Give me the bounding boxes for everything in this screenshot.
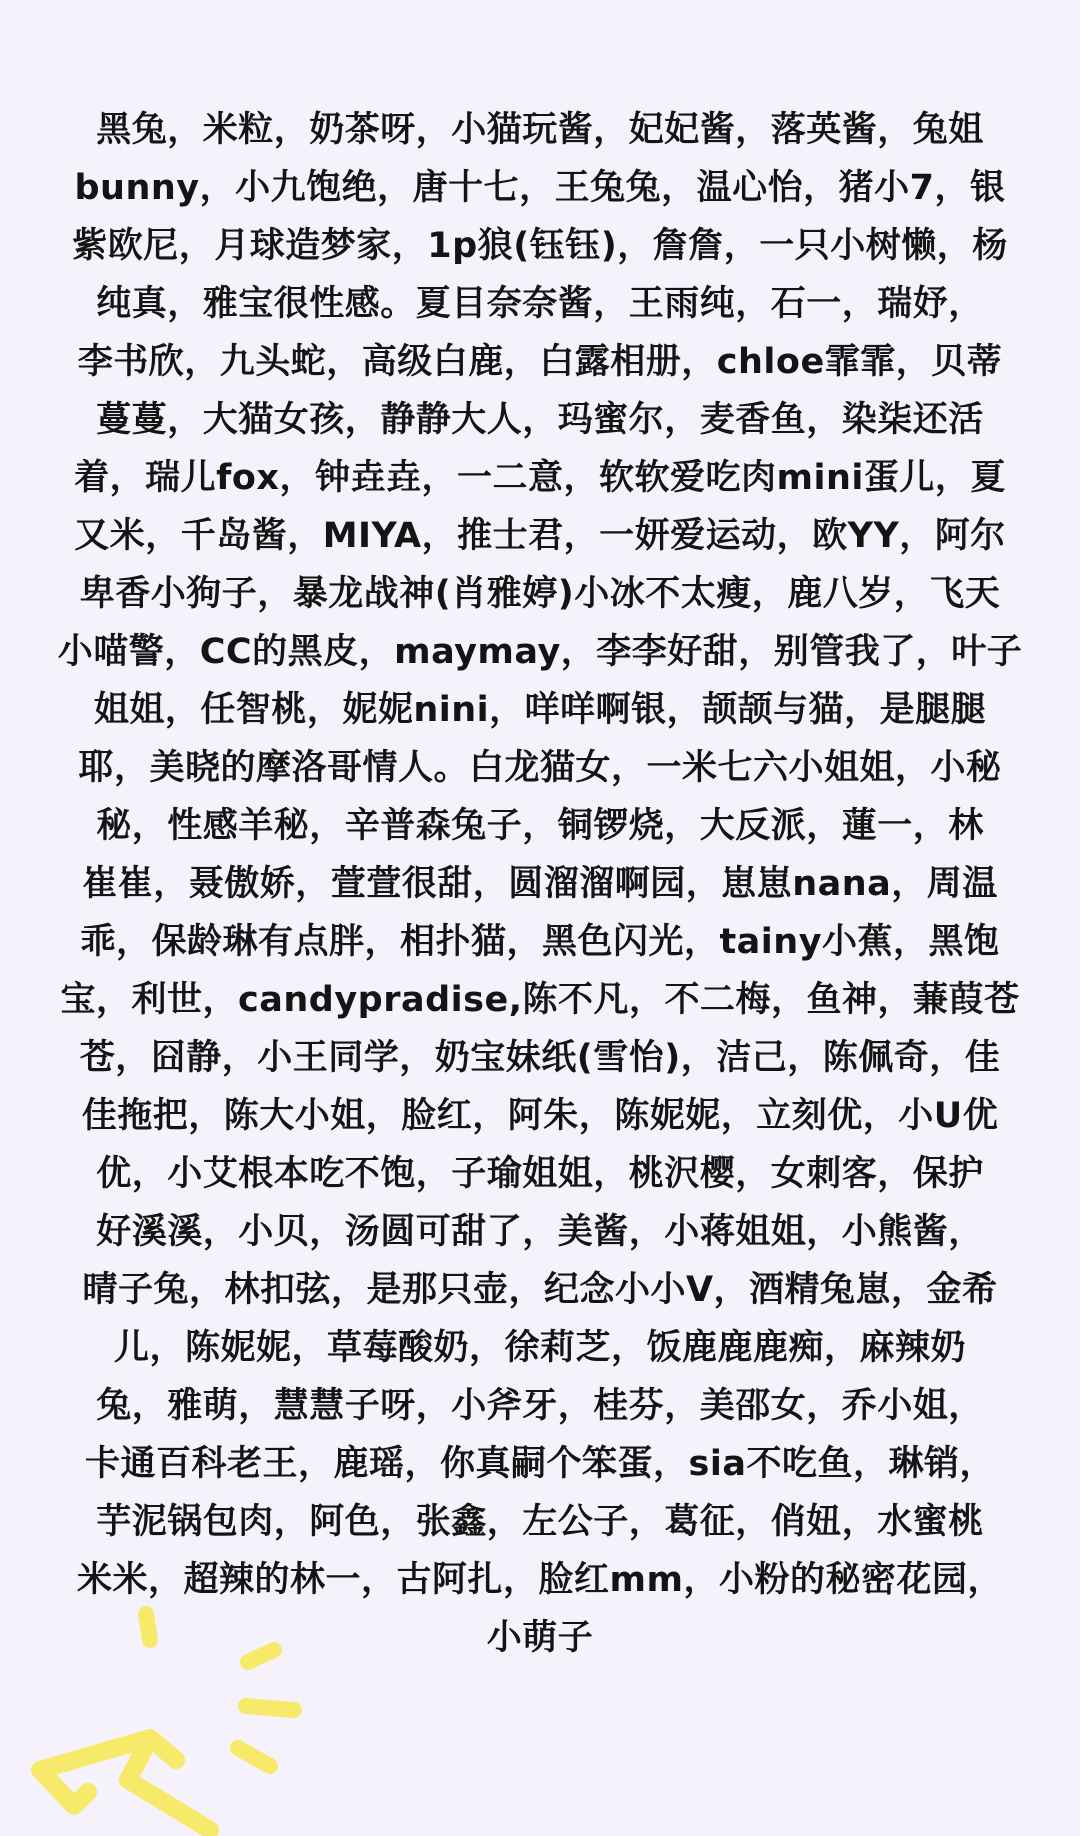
- names-paragraph: [50, 101, 1030, 1667]
- paragraph-line-7: 着，瑞儿fox，钟垚垚，一二意，软软爱吃肉mini蛋儿，夏: [74, 458, 1006, 498]
- paragraph-line-20: 好溪溪，小贝，汤圆可甜了，美酱，小蒋姐姐，小熊酱，: [96, 1212, 984, 1252]
- paragraph-line-4: 纯真，雅宝很性感。夏目奈奈酱，王雨纯，石一，瑞妤，: [96, 284, 984, 324]
- paragraph-line-25: 芋泥锅包肉，阿色，张鑫，左公子，葛征，俏妞，水蜜桃: [96, 1502, 984, 1542]
- paragraph-line-21: 晴子兔，林扣弦，是那只壶，纪念小小V，酒精兔崽，金希: [82, 1270, 998, 1310]
- paragraph-line-8: 又米，千岛酱，MIYA，推士君，一妍爱运动，欧YY，阿尔: [74, 516, 1006, 556]
- sparkle-dash-1: [146, 1614, 150, 1640]
- paragraph-line-18: 佳拖把，陈大小姐，脸红，阿朱，陈妮妮，立刻优，小U优: [81, 1096, 999, 1136]
- paragraph-line-13: 秘，性感羊秘，辛普森兔子，铜锣烧，大反派，蓮一，林: [96, 806, 984, 846]
- paragraph-line-1: 黑兔，米粒，奶茶呀，小猫玩酱，妃妃酱，落英酱，兔姐: [96, 110, 984, 150]
- paragraph-line-16: 宝，利世，candypradise,陈不凡，不二梅，鱼神，蒹葭苍: [60, 980, 1020, 1020]
- sparkle-dash-3: [246, 1706, 294, 1710]
- paragraph-line-11: 姐姐，任智桃，妮妮nini，咩咩啊银，颉颉与猫，是腿腿: [93, 690, 987, 730]
- arrow-outline: [40, 1738, 210, 1830]
- arrow-sparkle-icon: [0, 1570, 340, 1836]
- paragraph-line-22: 儿，陈妮妮，草莓酸奶，徐莉芝，饭鹿鹿鹿痴，麻辣奶: [113, 1328, 966, 1368]
- paragraph-line-3: 紫欧尼，月球造梦家，1p狼(钰钰)，詹詹，一只小树懒，杨: [72, 226, 1008, 266]
- paragraph-line-27: 小萌子: [486, 1618, 594, 1658]
- sparkle-dash-4: [238, 1748, 270, 1766]
- paragraph-line-2: bunny，小九饱绝，唐十七，王兔兔，温心怡，猪小7，银: [74, 168, 1006, 208]
- paragraph-line-9: 卑香小狗子，暴龙战神(肖雅婷)小冰不太瘦，鹿八岁，飞天: [79, 574, 1001, 614]
- paragraph-line-23: 兔，雅萌，慧慧子呀，小斧牙，桂芬，美邵女，乔小姐，: [96, 1386, 984, 1426]
- paragraph-line-17: 苍，囧静，小王同学，奶宝妹纸(雪怡)，洁己，陈佩奇，佳: [79, 1038, 1001, 1078]
- paragraph-line-19: 优，小艾根本吃不饱，子瑜姐姐，桃沢樱，女刺客，保护: [96, 1154, 984, 1194]
- paragraph-line-15: 乖，保龄琳有点胖，相扑猫，黑色闪光，tainy小蕉，黑饱: [80, 922, 1000, 962]
- sparkle-dash-2: [248, 1650, 274, 1662]
- paragraph-line-10: 小喵警，CC的黑皮，maymay，李李好甜，别管我了，叶子: [57, 632, 1023, 672]
- paragraph-line-14: 崔崔，聂傲娇，萱萱很甜，圆溜溜啊园，崽崽nana，周温: [82, 864, 998, 904]
- paragraph-line-24: 卡通百科老王，鹿瑶，你真嗣个笨蛋，sia不吃鱼，琳销，: [85, 1444, 995, 1484]
- paragraph-line-5: 李书欣，九头蛇，高级白鹿，白露相册，chloe霏霏，贝蒂: [77, 342, 1003, 382]
- paragraph-line-12: 耶，美晓的摩洛哥情人。白龙猫女，一米七六小姐姐，小秘: [78, 748, 1002, 788]
- paragraph-line-26: 米米，超辣的林一，古阿扎，脸红mm，小粉的秘密花园，: [77, 1560, 1003, 1600]
- paragraph-line-6: 蔓蔓，大猫女孩，静静大人，玛蜜尔，麦香鱼，染柒还活: [96, 400, 984, 440]
